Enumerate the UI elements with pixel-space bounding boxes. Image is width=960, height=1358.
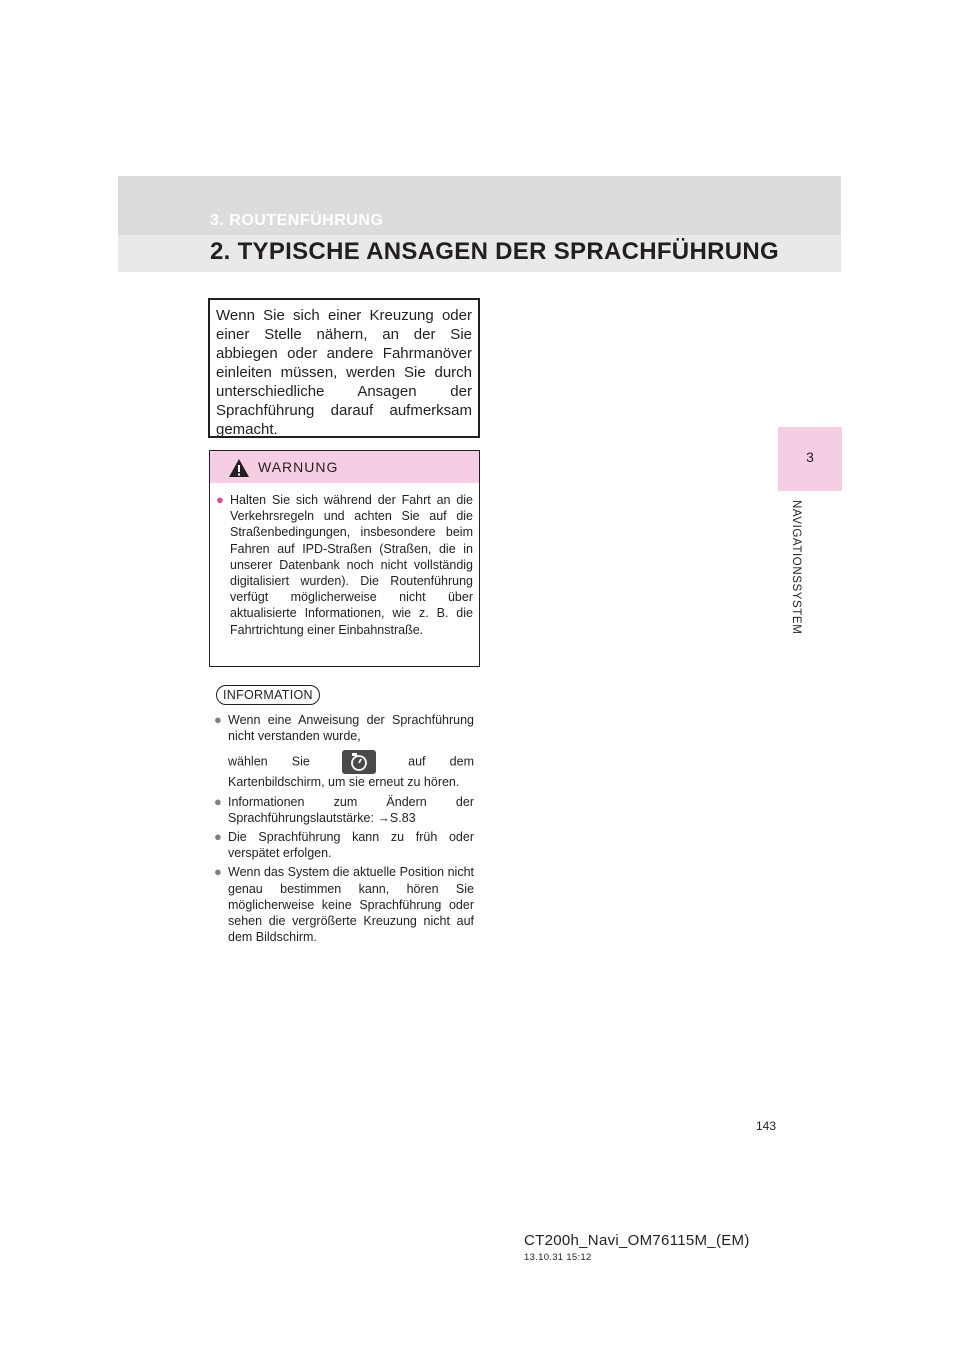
repeat-voice-button[interactable]: [342, 750, 376, 774]
warning-title: WARNUNG: [258, 459, 339, 475]
bullet-icon: ●: [214, 793, 222, 809]
info-item-1-text-b: wählen Sie: [228, 754, 310, 769]
footer-date: 13.10.31 15:12: [524, 1252, 592, 1263]
info-item: [214, 712, 474, 791]
intro-box: Wenn Sie sich einer Kreuzung oder einer Stelle nähern, an der Sie abbiegen oder andere Fahrmanöver einleiten müssen, werden Sie durch unterschiedliche Ansagen der Sprachführung darauf aufmerksam gemacht.: [208, 298, 480, 438]
info-item: [214, 829, 474, 861]
warning-body: [210, 483, 479, 644]
chapter-tab[interactable]: [778, 427, 842, 491]
information-label: INFORMATION: [216, 685, 320, 705]
voice-guidance-icon: [348, 752, 370, 772]
warning-box: [209, 450, 480, 667]
info-item-1-text-a: Wenn eine Anweisung der Sprachführung nicht verstanden wurde,: [228, 713, 474, 744]
warning-triangle-icon: [228, 458, 250, 478]
page-title: 2. TYPISCHE ANSAGEN DER SPRACHFÜHRUNG: [210, 238, 779, 265]
warning-header: [210, 451, 479, 483]
info-item: [214, 864, 474, 945]
info-item-1-text-c: auf dem Kartenbildschirm, um sie erneut zu hören.: [228, 754, 474, 790]
chapter-name: NAVIGATIONSSYSTEM: [790, 500, 802, 635]
chapter-number: 3: [806, 449, 814, 465]
bullet-icon: ●: [214, 864, 222, 880]
page-number: 143: [756, 1119, 777, 1133]
info-item-4-text: Wenn das System die aktuelle Position nicht genau bestimmen kann, hören Sie möglicherweise keine Sprachführung oder sehen die vergrößerte Kreuzung nicht auf dem Bildschirm.: [228, 865, 474, 945]
bullet-icon: ●: [214, 712, 222, 727]
information-list: [214, 712, 474, 948]
bullet-icon: ●: [216, 492, 224, 507]
warning-item: [216, 492, 473, 638]
bullet-icon: ●: [214, 829, 222, 845]
section-label: 3. ROUTENFÜHRUNG: [210, 212, 384, 229]
warning-item-text: Halten Sie sich während der Fahrt an die Verkehrsregeln und achten Sie auf die Straßenbedingungen, insbesondere beim Fahren auf IPD-Straßen (Straßen, die in unserer Datenbank noch nicht vollständig digitalisiert wurden). Die Routenführung verfügt möglicherweise nicht über aktualisierte Informationen, wie z. B. die Fahrtrichtung einer Einbahnstraße.: [230, 493, 473, 637]
footer-document-code: CT200h_Navi_OM76115M_(EM): [524, 1232, 750, 1249]
info-item: [214, 794, 474, 826]
info-item-3-text: Die Sprachführung kann zu früh oder verspätet erfolgen.: [228, 830, 474, 861]
info-item-2-text: Informationen zum Ändern der Sprachführungslautstärke: →S.83: [228, 794, 474, 825]
